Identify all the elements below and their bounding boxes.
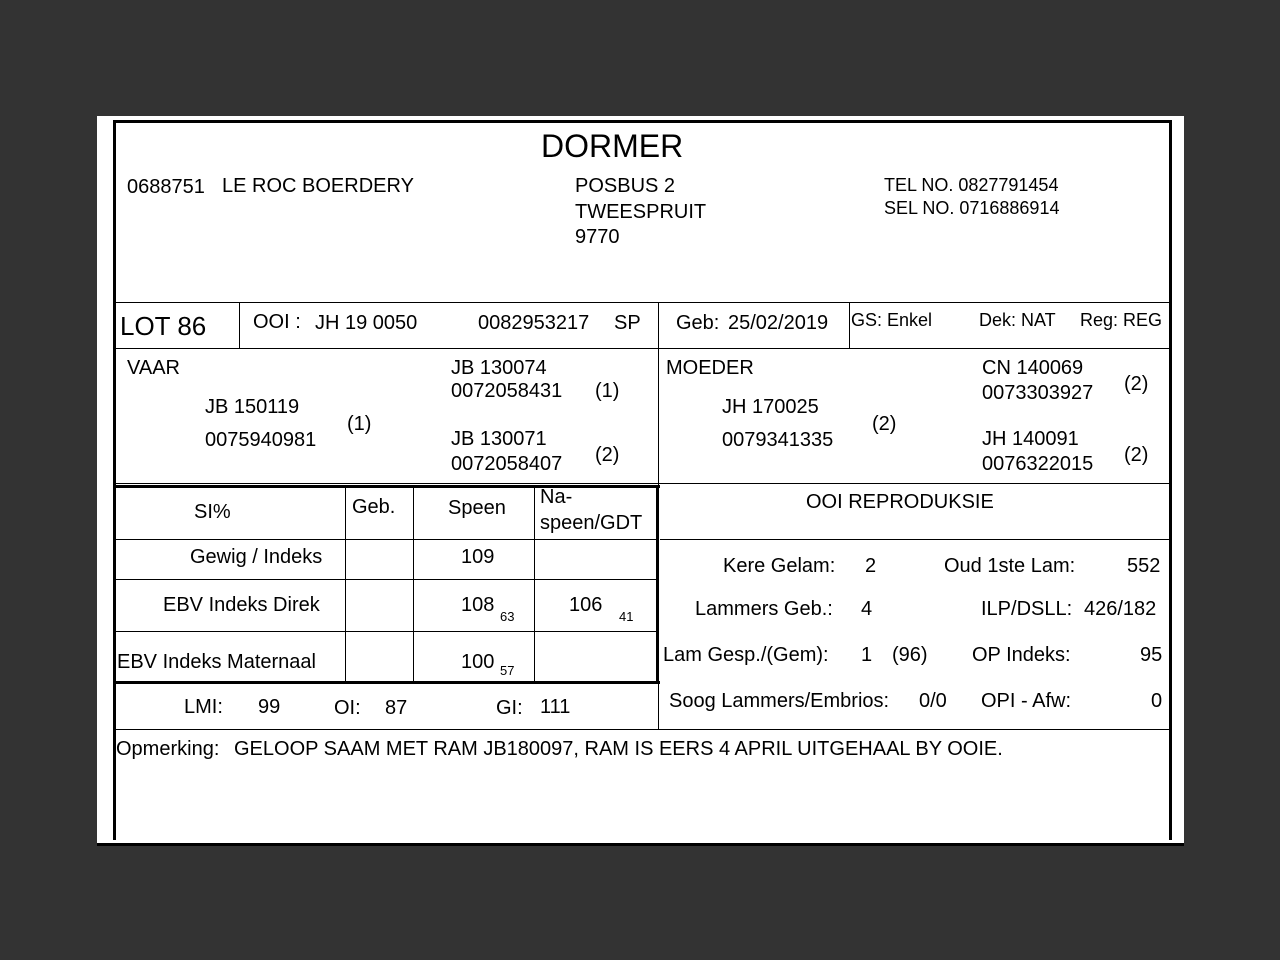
sel-number: SEL NO. 0716886914	[884, 198, 1060, 218]
ilp-label: ILP/DSLL:	[981, 598, 1073, 620]
dam-reg-no: 0079341335	[722, 429, 834, 451]
address-line: POSBUS 2	[575, 175, 676, 197]
sire-label: VAAR	[127, 357, 180, 379]
sire-father-reg-no: 0072058431	[451, 380, 563, 402]
tel-number: TEL NO. 0827791454	[884, 175, 1059, 195]
oud-label: Oud 1ste Lam:	[944, 555, 1076, 577]
breeder-number: 0688751	[127, 176, 205, 198]
soog-label: Soog Lammers/Embrios:	[669, 690, 890, 712]
birth-date: 25/02/2019	[728, 312, 829, 334]
dam-mother-mark: (2)	[1124, 444, 1149, 466]
sire-mother-id: JB 130071	[451, 428, 547, 450]
naspeen-header: Na-	[540, 486, 573, 508]
dam-mother-id: JH 140091	[982, 428, 1079, 450]
ilp-value: 426/182	[1084, 598, 1157, 620]
oi-value: 87	[385, 697, 408, 719]
speen-value: 109	[461, 546, 495, 568]
ewe-label: OOI :	[253, 311, 301, 333]
row-label: EBV Indeks Direk	[163, 594, 320, 616]
divider	[114, 485, 660, 488]
dam-mother-reg-no: 0076322015	[982, 453, 1094, 475]
row-label: Gewig / Indeks	[190, 546, 323, 568]
dam-mark: (2)	[872, 413, 897, 435]
ewe-code: SP	[614, 312, 641, 334]
breeder-name: LE ROC BOERDERY	[222, 175, 414, 197]
speen-value: 100	[461, 651, 495, 673]
lot-card	[113, 120, 1172, 840]
lam-gem-value: (96)	[892, 644, 928, 666]
si-header: SI%	[194, 501, 231, 523]
sire-father-mark: (1)	[595, 380, 620, 402]
sire-mother-mark: (2)	[595, 444, 620, 466]
gi-label: GI:	[496, 697, 523, 719]
reproduction-title: OOI REPRODUKSIE	[806, 491, 994, 513]
divider	[116, 729, 1172, 730]
divider	[116, 302, 1172, 303]
lam-gesp-label: Lam Gesp./(Gem):	[663, 644, 829, 666]
opi-label: OPI - Afw:	[981, 690, 1072, 712]
lmi-value: 99	[258, 696, 281, 718]
address-line: TWEESPRUIT	[575, 201, 707, 223]
sire-reg-no: 0075940981	[205, 429, 317, 451]
ewe-id: JH 19 0050	[315, 312, 418, 334]
divider	[114, 485, 116, 683]
kere-gelam-value: 2	[865, 555, 877, 577]
lot-number: LOT 86	[120, 311, 207, 341]
speen-value: 108	[461, 594, 495, 616]
birth-label: Geb:	[676, 312, 720, 334]
row-label: EBV Indeks Maternaal	[117, 651, 316, 673]
op-label: OP Indeks:	[972, 644, 1071, 666]
divider	[660, 539, 1172, 540]
address-line: 9770	[575, 226, 620, 248]
lammers-geb-label: Lammers Geb.:	[695, 598, 833, 620]
dam-father-id: CN 140069	[982, 357, 1084, 379]
naspeen-header: speen/GDT	[540, 512, 643, 534]
dam-label: MOEDER	[666, 357, 754, 379]
lam-gesp-value: 1	[861, 644, 873, 666]
gs-status: GS: Enkel	[851, 310, 933, 330]
divider	[413, 485, 414, 683]
divider	[534, 485, 535, 683]
oi-label: OI:	[334, 697, 361, 719]
geb-header: Geb.	[352, 496, 396, 518]
oud-value: 552	[1127, 555, 1161, 577]
remark-text: GELOOP SAAM MET RAM JB180097, RAM IS EERS 4 APRIL UITGEHAAL BY OOIE.	[234, 738, 1003, 760]
divider	[345, 485, 346, 683]
divider	[116, 631, 658, 632]
gi-value: 111	[540, 696, 571, 718]
lmi-label: LMI:	[184, 696, 223, 718]
speen-header: Speen	[448, 497, 506, 519]
dam-id: JH 170025	[722, 396, 819, 418]
remark-label: Opmerking:	[116, 738, 220, 760]
speen-accuracy: 57	[500, 663, 515, 678]
naspeen-accuracy: 41	[619, 609, 634, 624]
divider	[239, 302, 240, 348]
soog-value: 0/0	[919, 690, 947, 712]
divider	[116, 348, 1172, 349]
divider	[849, 302, 850, 348]
sire-id: JB 150119	[205, 396, 300, 418]
ewe-reg-no: 0082953217	[478, 312, 590, 334]
divider	[116, 579, 658, 580]
divider	[116, 483, 1172, 484]
breed-title: DORMER	[541, 128, 684, 164]
lammers-geb-value: 4	[861, 598, 873, 620]
dam-father-mark: (2)	[1124, 373, 1149, 395]
speen-accuracy: 63	[500, 609, 515, 624]
dek-status: Dek: NAT	[979, 310, 1056, 330]
naspeen-value: 106	[569, 594, 603, 616]
opi-value: 0	[1151, 690, 1163, 712]
sire-father-id: JB 130074	[451, 357, 547, 379]
reg-status: Reg: REG	[1080, 310, 1163, 330]
sire-mother-reg-no: 0072058407	[451, 453, 563, 475]
kere-gelam-label: Kere Gelam:	[723, 555, 836, 577]
divider	[97, 843, 1184, 846]
divider	[114, 681, 660, 684]
sire-mark: (1)	[347, 413, 372, 435]
dam-father-reg-no: 0073303927	[982, 382, 1094, 404]
divider	[656, 485, 659, 683]
op-value: 95	[1140, 644, 1163, 666]
divider	[116, 539, 658, 540]
